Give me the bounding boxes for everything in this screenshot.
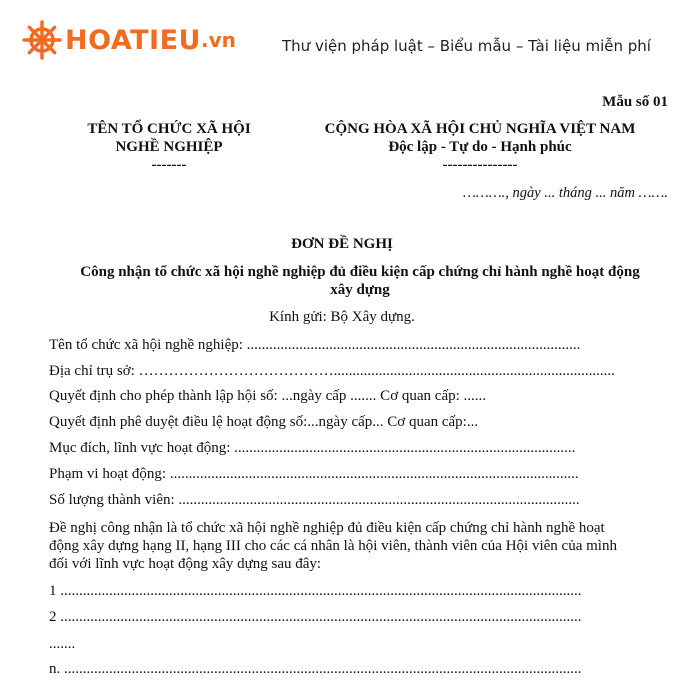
list-item: n. .......................................................................................................................................... [49,661,582,677]
request-line3: đối với lĩnh vực hoạt động xây dựng sau đây: [49,556,322,572]
organization-name-line2: NGHỀ NGHIỆP [115,139,223,155]
site-tagline: Thư viện pháp luật – Biểu mẫu – Tài liệu miễn phí [282,37,651,55]
brand-name: HOATIEU [65,24,201,56]
national-motto: Độc lập - Tự do - Hạnh phúc [388,139,572,155]
national-heading [300,120,660,174]
request-line2: động xây dựng hạng II, hạng III cho các cá nhân là hội viên, thành viên của Hội viên của mình [49,538,617,554]
document-title: ĐƠN ĐỀ NGHỊ [291,236,393,252]
subtitle-line1: Công nhận tổ chức xã hội nghề nghiệp đủ điều kiện cấp chứng chỉ hành nghề hoạt động [80,264,640,280]
nation-name: CỘNG HÒA XÃ HỘI CHỦ NGHĨA VIỆT NAM [324,121,636,137]
organization-name-line1: TÊN TỔ CHỨC XÃ HỘI [87,121,251,137]
list-item: 2 ........................................................................................................................................... [49,609,582,625]
organization-divider: ------- [151,157,187,173]
document-subtitle [40,263,680,299]
date-line: ………., ngày ... tháng ... năm ……. [462,185,668,201]
request-paragraph [49,519,669,573]
subtitle-line2: xây dựng [330,282,390,298]
organization-heading [64,120,274,174]
field-member-count: Số lượng thành viên: ........................................................................................................... [49,492,580,508]
ship-wheel-icon [22,20,62,60]
recipient-line: Kính gửi: Bộ Xây dựng. [269,309,415,325]
brand-logo[interactable] [22,20,236,60]
field-charter-approval-decision: Quyết định phê duyệt điều lệ hoạt động số:...ngày cấp... Cơ quan cấp:... [49,414,479,430]
list-item: 1 ........................................................................................................................................... [49,583,582,599]
site-header [0,0,684,84]
national-divider: --------------- [442,157,518,173]
request-line1: Đề nghị công nhận là tổ chức xã hội nghề nghiệp đủ điều kiện cấp chứng chỉ hành nghề hoạt [49,520,605,536]
field-headquarters-address: Địa chỉ trụ sở: …………………………………........................................................................... [49,363,615,379]
field-organization-name: Tên tổ chức xã hội nghề nghiệp: ......................................................................................... [49,337,581,353]
field-establishment-decision: Quyết định cho phép thành lập hội số: ...ngày cấp ....... Cơ quan cấp: ...... [49,388,487,404]
brand-tld: .vn [200,28,236,52]
field-purpose-activity-area: Mục đích, lĩnh vực hoạt động: ........................................................................................... [49,440,576,456]
list-item: ....... [49,636,76,652]
field-scope-of-activity: Phạm vi hoạt động: ............................................................................................................. [49,466,579,482]
form-number: Mẫu số 01 [602,94,668,110]
